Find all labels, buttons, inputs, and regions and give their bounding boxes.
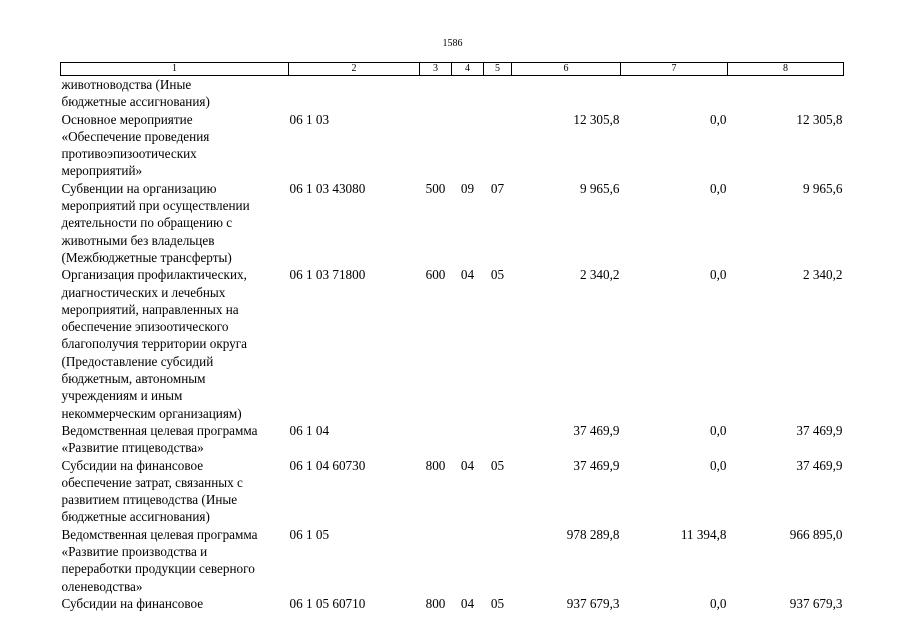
row-col7: 11 394,8 <box>680 526 727 542</box>
row-name: Субсидии на финансовое обеспечение затрат, связанных с развитием птицеводства (Иные бюджетные ассигнования) <box>61 457 243 525</box>
row-col6: 12 305,8 <box>573 111 620 127</box>
row-col8: 937 679,3 <box>789 595 843 611</box>
row-name: Ведомственная целевая программа «Развитие птицеводства» <box>61 422 258 456</box>
column-header-1: 1 <box>61 63 289 76</box>
table-row <box>61 595 844 612</box>
table-row <box>61 526 844 595</box>
row-col3 <box>420 111 452 180</box>
budget-table <box>60 62 844 612</box>
row-col6: 37 469,9 <box>573 457 620 473</box>
row-col8: 9 965,6 <box>802 180 843 196</box>
row-col4: 04 <box>460 595 475 611</box>
row-col6: 937 679,3 <box>566 595 620 611</box>
table-row <box>61 266 844 422</box>
row-col3: 800 <box>425 457 446 473</box>
table-body <box>61 76 844 613</box>
row-col7: 0,0 <box>710 422 727 438</box>
column-header-6: 6 <box>512 63 621 76</box>
row-col6: 9 965,6 <box>579 180 620 196</box>
row-col4 <box>452 422 484 457</box>
row-col3: 800 <box>425 595 446 611</box>
row-col7: 0,0 <box>710 111 727 127</box>
row-code: 06 1 05 60710 <box>289 595 366 611</box>
row-col5: 05 <box>490 457 505 473</box>
row-col5 <box>484 526 512 595</box>
row-col6: 37 469,9 <box>573 422 620 438</box>
row-col7 <box>621 76 728 111</box>
row-col4: 04 <box>460 457 475 473</box>
row-name: Организация профилактических, диагностических и лечебных мероприятий, направленных на обеспечение эпизоотического благополучия территории округа (Предоставление субсидий бюджетным, автономным учреждениям и иным некоммерческим организациям) <box>61 267 248 421</box>
column-header-5: 5 <box>484 63 512 76</box>
row-col8: 37 469,9 <box>796 422 843 438</box>
row-col7: 0,0 <box>710 180 727 196</box>
row-code: 06 1 04 60730 <box>289 457 366 473</box>
row-col5 <box>484 76 512 111</box>
row-name: Ведомственная целевая программа «Развитие производства и переработки продукции северного оленеводства» <box>61 526 258 594</box>
row-col8: 966 895,0 <box>789 526 843 542</box>
row-code: 06 1 04 <box>289 422 330 438</box>
row-col8: 37 469,9 <box>796 457 843 473</box>
column-header-8: 8 <box>728 63 844 76</box>
table-row <box>61 111 844 180</box>
row-col3: 600 <box>425 267 446 283</box>
row-col7: 0,0 <box>710 457 727 473</box>
row-col6: 978 289,8 <box>566 526 620 542</box>
row-col4 <box>452 111 484 180</box>
column-header-3: 3 <box>420 63 452 76</box>
row-col4: 04 <box>460 267 475 283</box>
row-col8 <box>728 76 844 111</box>
row-code: 06 1 03 71800 <box>289 267 366 283</box>
row-col3: 500 <box>425 180 446 196</box>
row-col5: 07 <box>490 180 505 196</box>
row-col8: 2 340,2 <box>802 267 843 283</box>
row-code: 06 1 03 <box>289 111 330 127</box>
row-name: Основное мероприятие «Обеспечение проведения противоэпизоотических мероприятий» <box>61 111 210 179</box>
row-col4 <box>452 526 484 595</box>
table-row <box>61 76 844 111</box>
row-name: животноводства (Иные бюджетные ассигнования) <box>61 77 210 110</box>
column-number-row <box>61 63 844 76</box>
row-col5 <box>484 111 512 180</box>
row-name: Субсидии на финансовое <box>61 595 204 611</box>
row-col6 <box>512 76 621 111</box>
table-row <box>61 457 844 526</box>
row-col7: 0,0 <box>710 267 727 283</box>
row-col4 <box>452 76 484 111</box>
row-code <box>289 76 420 111</box>
row-col3 <box>420 422 452 457</box>
row-col5: 05 <box>490 267 505 283</box>
table-row <box>61 180 844 266</box>
row-code: 06 1 03 43080 <box>289 180 366 196</box>
row-col6: 2 340,2 <box>579 267 620 283</box>
row-col4: 09 <box>460 180 475 196</box>
column-header-7: 7 <box>621 63 728 76</box>
row-col5 <box>484 422 512 457</box>
column-header-4: 4 <box>452 63 484 76</box>
table-row <box>61 422 844 457</box>
row-col7: 0,0 <box>710 595 727 611</box>
row-col3 <box>420 526 452 595</box>
page-number: 1586 <box>442 38 463 49</box>
table-header <box>61 63 844 76</box>
column-header-2: 2 <box>289 63 420 76</box>
row-col3 <box>420 76 452 111</box>
row-col5: 05 <box>490 595 505 611</box>
row-col8: 12 305,8 <box>796 111 843 127</box>
row-code: 06 1 05 <box>289 526 330 542</box>
row-name: Субвенции на организацию мероприятий при осуществлении деятельности по обращению с животными без владельцев (Межбюджетные трансферты) <box>61 180 250 265</box>
